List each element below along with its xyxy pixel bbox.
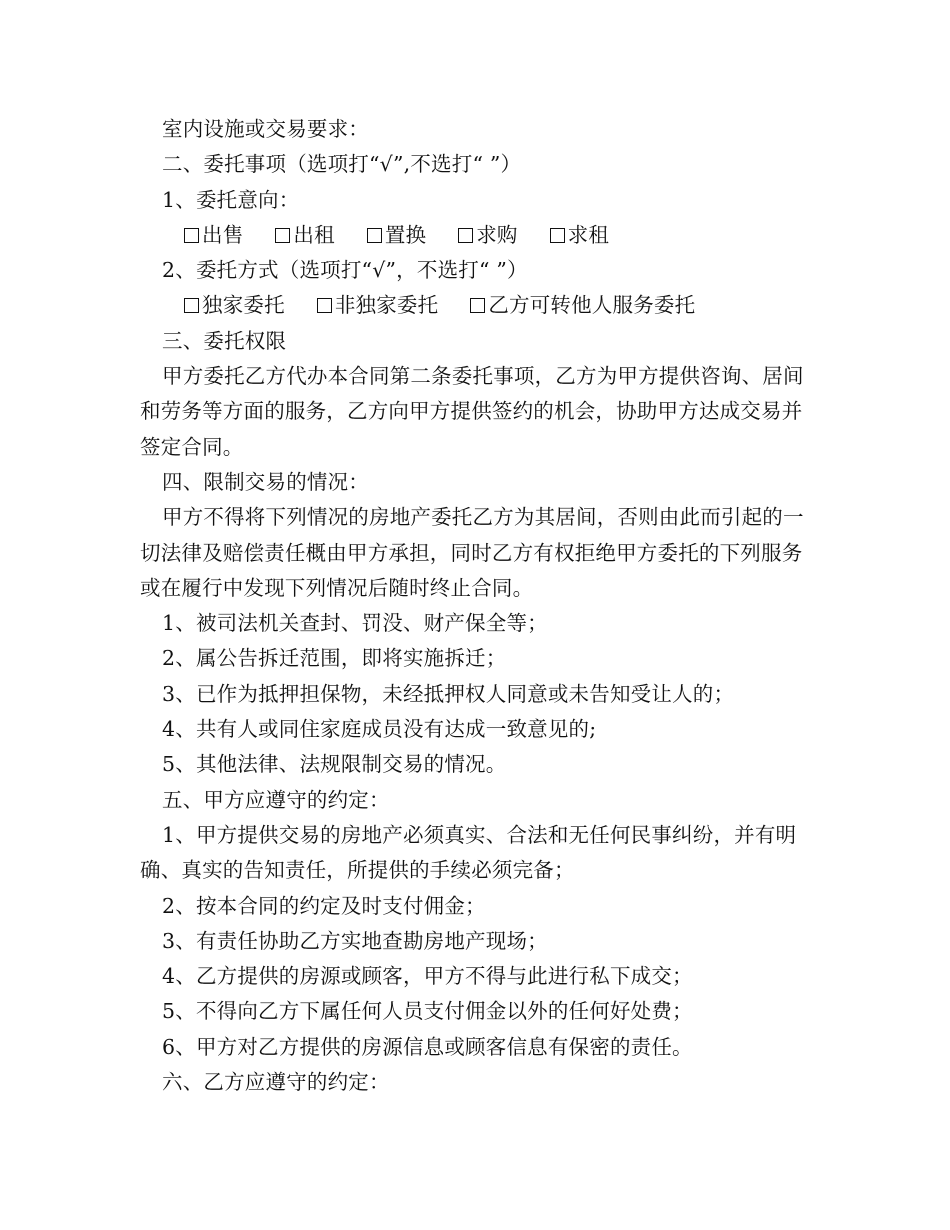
checkbox-icon[interactable] [367,228,382,243]
party-a-item-4: 4、乙方提供的房源或顾客，甲方不得与此进行私下成交； [162,964,693,989]
checkbox-icon[interactable] [184,298,199,313]
checkbox-icon[interactable] [550,228,565,243]
checkbox-icon[interactable] [275,228,290,243]
intent-options [140,218,814,253]
restriction-item-1: 1、被司法机关查封、罚没、财产保全等； [162,611,548,636]
facility-requirements-line: 室内设施或交易要求： [162,117,369,141]
restriction-item-5: 5、其他法律、法规限制交易的情况。 [162,752,507,777]
intent-option-exchange[interactable]: 置换 [345,218,426,253]
contract-body [140,112,814,1100]
section-6-heading: 六、乙方应遵守的约定： [162,1070,390,1095]
intent-option-rent-out[interactable]: 出租 [253,218,334,253]
checkbox-icon[interactable] [184,228,199,243]
section-2-heading: 二、委托事项（选项打“√”,不选打“ ”） [162,152,522,177]
intent-option-rent-in[interactable]: 求租 [528,218,609,253]
party-a-item-6: 6、甲方对乙方提供的房源信息或顾客信息有保密的责任。 [162,1034,693,1059]
restriction-item-2: 2、属公告拆迁范围，即将实施拆迁； [162,646,507,671]
method-option-exclusive[interactable]: 独家委托 [162,288,285,323]
intent-heading: 1、委托意向： [162,187,300,212]
party-a-item-3: 3、有责任协助乙方实地查勘房地产现场； [162,928,548,953]
checkbox-icon[interactable] [470,298,485,313]
checkbox-icon[interactable] [317,298,332,313]
method-heading: 2、委托方式（选项打“√”，不选打“ ”） [162,258,528,283]
method-options [140,288,814,323]
method-option-transferable[interactable]: 乙方可转他人服务委托 [448,288,695,323]
section-3-heading: 三、委托权限 [162,328,287,353]
checkbox-icon[interactable] [458,228,473,243]
section-5-heading: 五、甲方应遵守的约定： [162,787,390,812]
section-4-heading: 四、限制交易的情况： [162,469,369,494]
section-4-body: 甲方不得将下列情况的房地产委托乙方为其居间，否则由此而引起的一切法律及赔偿责任概由甲方承担，同时乙方有权拒绝甲方委托的下列服务或在履行中发现下列情况后随时终止合同。 [140,505,804,600]
restriction-item-3: 3、已作为抵押担保物，未经抵押权人同意或未告知受让人的； [162,681,735,706]
party-a-item-1: 1、甲方提供交易的房地产必须真实、合法和无任何民事纠纷，并有明确、真实的告知责任，所提供的手续必须完备； [140,822,797,883]
party-a-item-2: 2、按本合同的约定及时支付佣金； [162,893,486,918]
intent-option-sell[interactable]: 出售 [162,218,243,253]
party-a-item-5: 5、不得向乙方下属任何人员支付佣金以外的任何好处费； [162,999,693,1024]
method-option-non-exclusive[interactable]: 非独家委托 [295,288,439,323]
restriction-item-4: 4、共有人或同住家庭成员没有达成一致意见的; [162,717,597,742]
section-3-body: 甲方委托乙方代办本合同第二条委托事项，乙方为甲方提供咨询、居间和劳务等方面的服务，乙方向甲方提供签约的机会，协助甲方达成交易并签定合同。 [140,364,804,459]
intent-option-buy[interactable]: 求购 [436,218,517,253]
